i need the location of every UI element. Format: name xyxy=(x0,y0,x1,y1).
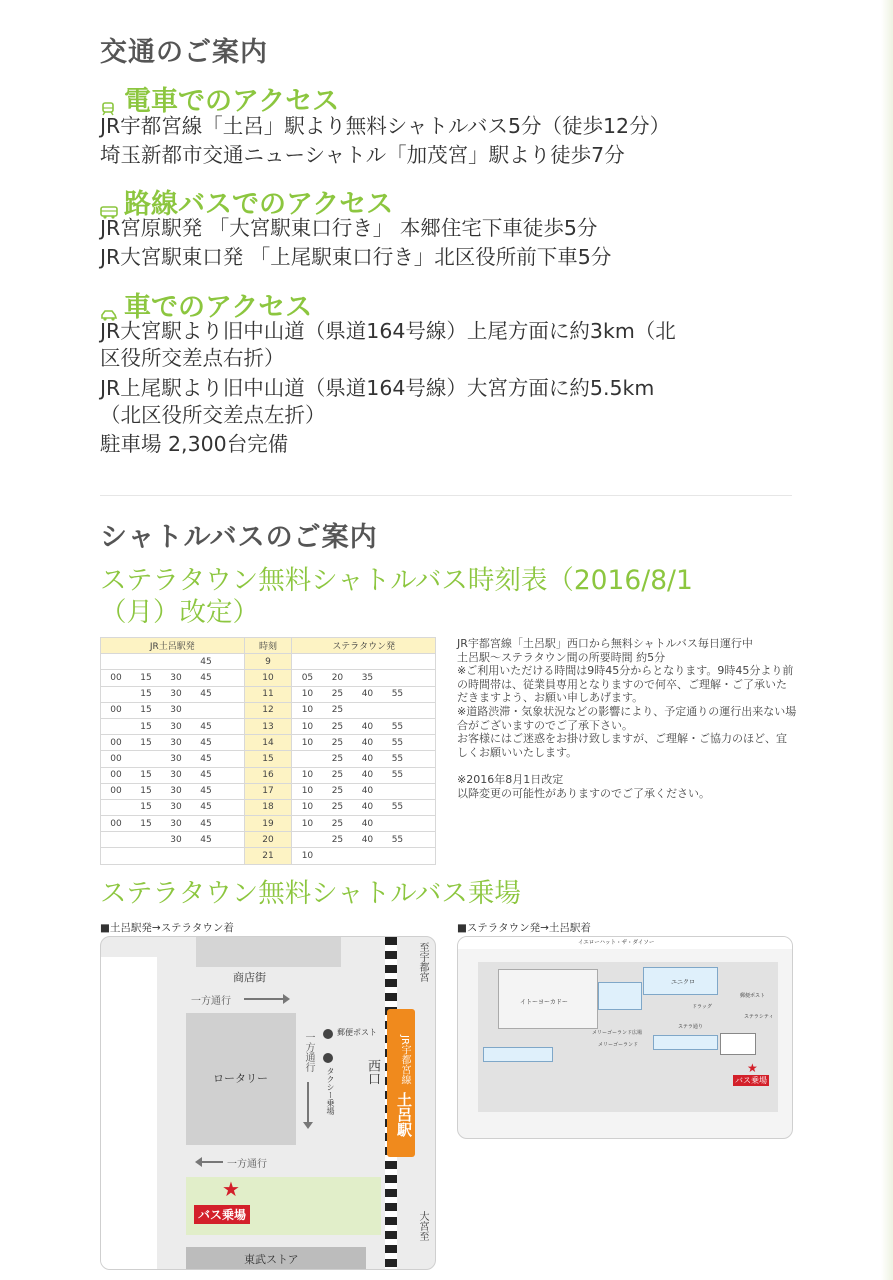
jr-departure-cell xyxy=(101,735,245,751)
minute: 30 xyxy=(170,705,182,716)
map1-taxi: タクシー乗場 xyxy=(326,1067,335,1115)
car-line-5: 駐車場 2,300台完備 xyxy=(100,432,289,456)
map2-merry-go2: メリーゴーランド xyxy=(598,1042,639,1048)
stella-departure-cell xyxy=(292,735,436,751)
minute: 55 xyxy=(391,802,404,813)
minute: 45 xyxy=(200,802,212,813)
map2-stella: ステラシティ xyxy=(744,1014,774,1020)
minute: 55 xyxy=(391,737,404,748)
note-line: ※道路渋滞・気象状況などの影響により、予定通りの運行出来ない場合がございますのでご了承下さい。 xyxy=(457,704,797,732)
table-row xyxy=(101,654,436,670)
minute: 25 xyxy=(331,818,344,829)
minute: 40 xyxy=(361,753,374,764)
minute: 00 xyxy=(110,737,122,748)
minute: 20 xyxy=(331,672,344,683)
minute: 10 xyxy=(301,786,314,797)
stella-departure-cell xyxy=(292,848,436,864)
minute: 30 xyxy=(170,737,182,748)
bus-icon xyxy=(100,195,118,209)
minute: 10 xyxy=(301,705,314,716)
map1-station-box xyxy=(387,1009,415,1157)
timetable-title-1: ステラタウン無料シャトルバス時刻表（2016/8/1 xyxy=(100,565,693,596)
stella-departure-cell xyxy=(292,702,436,718)
stella-departure-cell xyxy=(292,767,436,783)
map2-bus-stop: バス乗場 xyxy=(735,1076,767,1085)
map2-post: 郵便ポスト xyxy=(740,993,766,999)
minute: 10 xyxy=(301,721,314,732)
minute: 25 xyxy=(331,737,344,748)
map1-arrow-left xyxy=(201,1161,223,1163)
minute: 55 xyxy=(391,834,404,845)
map2-shop-block-3 xyxy=(653,1035,718,1050)
minute: 15 xyxy=(140,689,152,700)
stella-departure-cell xyxy=(292,816,436,832)
minute: 25 xyxy=(331,705,344,716)
jr-departure-cell xyxy=(101,670,245,686)
minute: 35 xyxy=(361,672,374,683)
car-line-1: JR大宮駅より旧中山道（県道164号線）上尾方面に約3km（北 xyxy=(100,319,676,343)
timetable-header-hour: 時刻 xyxy=(244,638,292,654)
hour-cell: 13 xyxy=(244,718,292,734)
minute: 55 xyxy=(391,689,404,700)
minute: 40 xyxy=(361,834,374,845)
stella-departure-cell xyxy=(292,718,436,734)
map2-drug: ドラッグ xyxy=(692,1004,712,1010)
map1-arrow-down xyxy=(307,1082,309,1124)
hour-cell: 16 xyxy=(244,767,292,783)
minute: 10 xyxy=(301,802,314,813)
map1-station-name: 土呂駅 xyxy=(395,1092,413,1138)
minute: 40 xyxy=(361,770,374,781)
note-line: 土呂駅～ステラタウン間の所要時間 約5分 xyxy=(457,650,666,664)
minute: 25 xyxy=(331,834,344,845)
minute: 30 xyxy=(170,721,182,732)
jr-departure-cell xyxy=(101,816,245,832)
minute: 00 xyxy=(110,786,122,797)
minute: 45 xyxy=(200,834,212,845)
table-row xyxy=(101,670,436,686)
minute: 30 xyxy=(170,834,182,845)
minute: 45 xyxy=(200,656,212,667)
table-row xyxy=(101,751,436,767)
note-line: 以降変更の可能性がありますのでご了承ください。 xyxy=(457,786,710,800)
note-line: JR宇都宮線「土呂駅」西口から無料シャトルバス毎日運行中 xyxy=(457,637,753,650)
minute: 55 xyxy=(391,721,404,732)
minute: 45 xyxy=(200,737,212,748)
minute: 30 xyxy=(170,802,182,813)
map1-building xyxy=(196,937,341,967)
minute: 15 xyxy=(140,818,152,829)
minute: 05 xyxy=(301,672,314,683)
hour-cell: 10 xyxy=(244,670,292,686)
minute: 40 xyxy=(361,786,374,797)
table-row xyxy=(101,702,436,718)
jr-departure-cell xyxy=(101,654,245,670)
stop-title: ステラタウン無料シャトルバス乗場 xyxy=(100,878,521,909)
timetable xyxy=(100,637,436,865)
minute: 40 xyxy=(361,721,374,732)
stella-departure-cell xyxy=(292,751,436,767)
jr-departure-cell xyxy=(101,799,245,815)
minute: 00 xyxy=(110,818,122,829)
minute: 40 xyxy=(361,689,374,700)
jr-departure-cell xyxy=(101,702,245,718)
table-row xyxy=(101,767,436,783)
car-line-2: 区役所交差点右折） xyxy=(100,346,285,370)
map1-arrow-down-head xyxy=(303,1122,313,1129)
minute: 30 xyxy=(170,818,182,829)
bus-stop-star-icon: ★ xyxy=(222,1177,240,1201)
jr-departure-cell xyxy=(101,767,245,783)
minute: 30 xyxy=(170,786,182,797)
minute: 45 xyxy=(200,672,212,683)
minute: 15 xyxy=(140,770,152,781)
hour-cell: 14 xyxy=(244,735,292,751)
note-line: ※2016年8月1日改定 xyxy=(457,772,564,786)
timetable-header-right: ステラタウン発 xyxy=(292,638,436,654)
minute: 00 xyxy=(110,753,122,764)
jr-departure-cell xyxy=(101,783,245,799)
minute: 15 xyxy=(140,721,152,732)
minute: 15 xyxy=(140,786,152,797)
minute: 30 xyxy=(170,689,182,700)
timetable-header-left: JR土呂駅発 xyxy=(101,638,245,654)
minute: 45 xyxy=(200,721,212,732)
minute: 40 xyxy=(361,737,374,748)
jr-departure-cell xyxy=(101,686,245,702)
map1-one-way-top: 一方通行 xyxy=(191,996,231,1007)
stella-departure-cell xyxy=(292,670,436,686)
map1-caption: ■土呂駅発→ステラタウン着 xyxy=(100,922,234,934)
table-row xyxy=(101,848,436,864)
map1-shopping-street: 商店街 xyxy=(233,971,266,984)
map1-one-way-vertical: 一方通行 xyxy=(303,1032,314,1072)
map1-arrow-right xyxy=(244,998,288,1000)
map1-west-exit: 西口 xyxy=(365,1059,380,1085)
jr-departure-cell xyxy=(101,848,245,864)
map2-shop-block-2 xyxy=(483,1047,553,1062)
table-row xyxy=(101,718,436,734)
minute: 10 xyxy=(301,851,314,862)
minute: 10 xyxy=(301,737,314,748)
map2-uniqlo: ユニクロ xyxy=(671,979,696,986)
minute: 00 xyxy=(110,770,122,781)
minute: 15 xyxy=(140,802,152,813)
map1-station-line: JR宇都宮線 xyxy=(399,1034,410,1085)
hour-cell: 12 xyxy=(244,702,292,718)
hour-cell: 21 xyxy=(244,848,292,864)
map1-post: 郵便ポスト xyxy=(337,1028,377,1037)
car-heading-label: 車でのアクセス xyxy=(124,292,313,323)
shuttle-notes xyxy=(457,637,797,800)
jr-departure-cell xyxy=(101,832,245,848)
taxi-icon xyxy=(323,1053,333,1063)
hour-cell: 19 xyxy=(244,816,292,832)
train-icon xyxy=(100,92,118,106)
minute: 55 xyxy=(391,753,404,764)
minute: 00 xyxy=(110,705,122,716)
bus-heading-label: 路線バスでのアクセス xyxy=(124,189,394,220)
car-line-4: （北区役所交差点左折） xyxy=(100,403,326,427)
table-row xyxy=(101,735,436,751)
note-line xyxy=(457,759,797,773)
minute: 45 xyxy=(200,786,212,797)
map2-shop-block-4 xyxy=(720,1033,756,1055)
minute: 10 xyxy=(301,689,314,700)
map2-bus-stop-star-icon: ★ xyxy=(747,1061,758,1075)
stella-departure-cell xyxy=(292,783,436,799)
hour-cell: 18 xyxy=(244,799,292,815)
hour-cell: 9 xyxy=(244,654,292,670)
page-edge xyxy=(881,0,893,1280)
map1-arrow-left-head xyxy=(195,1157,202,1167)
map1-left-white xyxy=(101,957,157,1270)
table-row xyxy=(101,816,436,832)
map1-one-way-bottom: 一方通行 xyxy=(227,1159,267,1170)
shuttle-title: シャトルバスのご案内 xyxy=(100,522,378,553)
map2-merry-go: メリーゴーランド広場 xyxy=(592,1030,643,1036)
train-line-1: JR宇都宮線「土呂」駅より無料シャトルバス5分（徒歩12分） xyxy=(100,114,671,138)
map2-ito-yokado: イトーヨーカドー xyxy=(520,999,568,1006)
minute: 10 xyxy=(301,770,314,781)
minute: 45 xyxy=(200,753,212,764)
map1-to-utsunomiya: 至宇都宮 xyxy=(417,942,428,982)
minute: 40 xyxy=(361,818,374,829)
hour-cell: 17 xyxy=(244,783,292,799)
minute: 25 xyxy=(331,721,344,732)
map1-arrow-right-head xyxy=(283,994,290,1004)
car-line-3: JR上尾駅より旧中山道（県道164号線）大宮方面に約5.5km xyxy=(100,376,655,400)
jr-departure-cell xyxy=(101,718,245,734)
minute: 45 xyxy=(200,689,212,700)
bus-line-2: JR大宮駅東口発 「上尾駅東口行き」北区役所前下車5分 xyxy=(100,245,612,269)
jr-departure-cell xyxy=(101,751,245,767)
table-row xyxy=(101,686,436,702)
minute: 25 xyxy=(331,770,344,781)
stella-departure-cell xyxy=(292,686,436,702)
map2-stella-street: ステラ通り xyxy=(678,1024,703,1030)
minute: 30 xyxy=(170,770,182,781)
bus-line-1: JR宮原駅発 「大宮駅東口行き」 本郷住宅下車徒歩5分 xyxy=(100,216,598,240)
stella-departure-cell xyxy=(292,799,436,815)
table-row xyxy=(101,799,436,815)
minute: 55 xyxy=(391,770,404,781)
table-row xyxy=(101,832,436,848)
note-line: ※ご利用いただける時間は9時45分からとなります。9時45分より前の時間帯は、従業員専用となりますので何卒、ご理解・ご了承いただきますよう、お願い申しあげます。 xyxy=(457,664,794,705)
timetable-title-2: （月）改定） xyxy=(100,597,259,628)
table-row xyxy=(101,783,436,799)
hour-cell: 20 xyxy=(244,832,292,848)
map1-rotary: ロータリー xyxy=(213,1072,268,1085)
map-stella-town xyxy=(457,936,793,1139)
section-divider xyxy=(100,495,792,496)
hour-cell: 15 xyxy=(244,751,292,767)
minute: 10 xyxy=(301,818,314,829)
stella-departure-cell xyxy=(292,654,436,670)
minute: 40 xyxy=(361,802,374,813)
minute: 25 xyxy=(331,802,344,813)
minute: 25 xyxy=(331,689,344,700)
minute: 25 xyxy=(331,753,344,764)
minute: 15 xyxy=(140,705,152,716)
map2-shop-block-1 xyxy=(598,982,642,1010)
minute: 45 xyxy=(200,818,212,829)
map1-tobu: 東武ストア xyxy=(244,1253,299,1266)
minute: 00 xyxy=(110,672,122,683)
map2-caption: ■ステラタウン発→土呂駅着 xyxy=(457,922,591,934)
train-line-2: 埼玉新都市交通ニューシャトル「加茂宮」駅より徒歩7分 xyxy=(100,143,625,167)
map-toro-station xyxy=(100,936,436,1270)
post-icon xyxy=(323,1029,333,1039)
car-icon xyxy=(100,298,118,312)
map1-bus-stop: バス乗場 xyxy=(194,1205,250,1224)
hour-cell: 11 xyxy=(244,686,292,702)
minute: 25 xyxy=(331,786,344,797)
train-heading-label: 電車でのアクセス xyxy=(124,86,340,117)
minute: 45 xyxy=(200,770,212,781)
map2-top-shops: イエローハット・ザ・ダイソー xyxy=(578,940,655,946)
minute: 15 xyxy=(140,672,152,683)
minute: 30 xyxy=(170,753,182,764)
map1-to-omiya: 大宮至 xyxy=(417,1211,428,1241)
access-title: 交通のご案内 xyxy=(100,37,268,68)
note-line: お客様にはご迷惑をお掛け致しますが、ご理解・ご協力のほど、宜しくお願いいたします。 xyxy=(457,732,787,759)
stella-departure-cell xyxy=(292,832,436,848)
minute: 30 xyxy=(170,672,182,683)
minute: 15 xyxy=(140,737,152,748)
